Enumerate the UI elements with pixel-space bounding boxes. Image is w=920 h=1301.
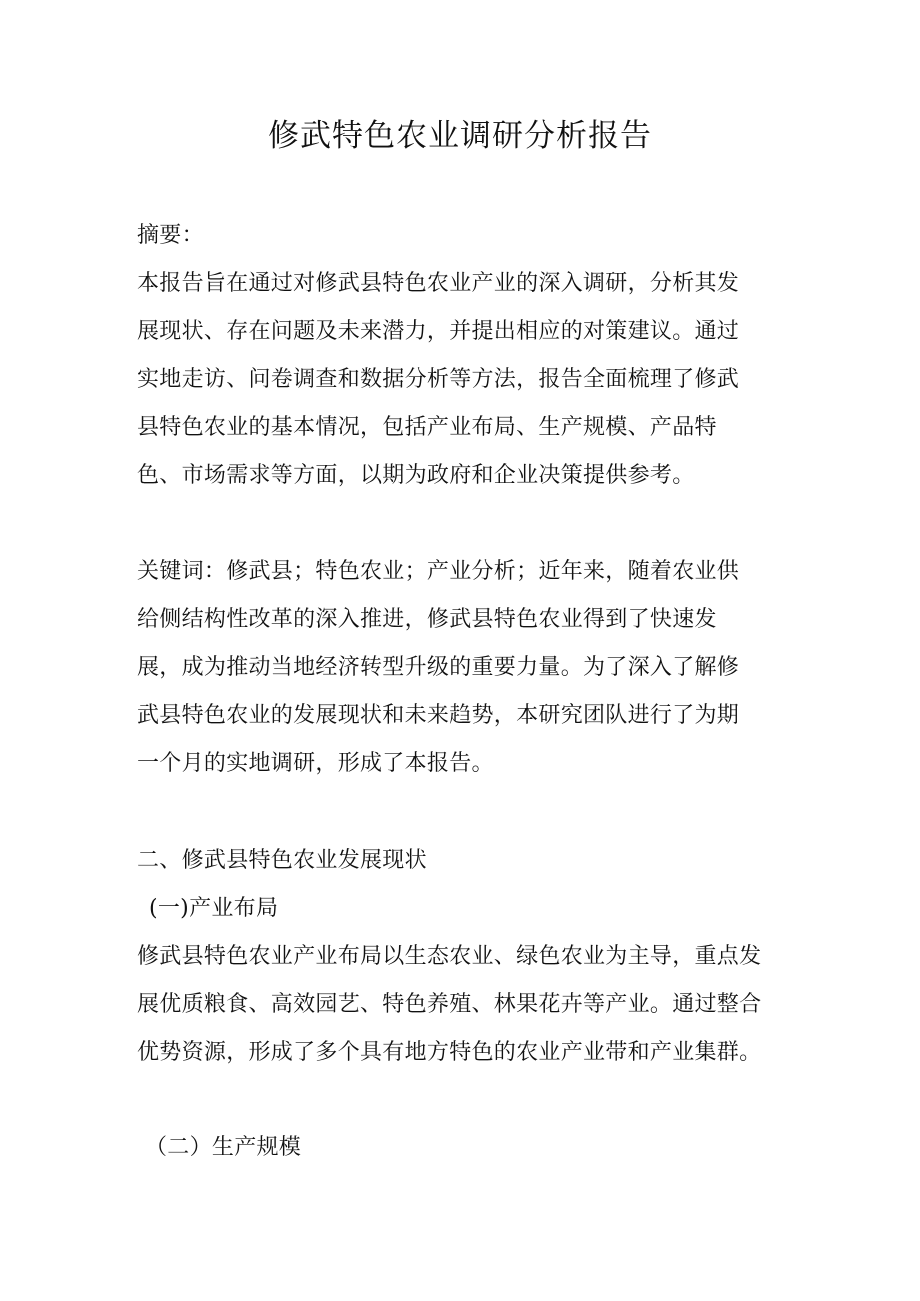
body-line: 优势资源，形成了多个具有地方特色的农业产业带和产业集群。 (137, 1040, 762, 1065)
keywords-line: 展，成为推动当地经济转型升级的重要力量。为了深入了解修 (137, 655, 740, 680)
abstract-line: 县特色农业的基本情况，包括产业布局、生产规模、产品特 (137, 415, 717, 440)
subsection-heading: (一)产业布局 (149, 896, 279, 921)
section-heading: 二、修武县特色农业发展现状 (137, 848, 427, 873)
abstract-label: 摘要： (137, 223, 204, 248)
abstract-line: 展现状、存在问题及未来潜力，并提出相应的对策建议。通过 (137, 319, 740, 344)
body-line: 展优质粮食、高效园艺、特色养殖、林果花卉等产业。通过整合 (137, 992, 762, 1017)
keywords-line: 武县特色农业的发展现状和未来趋势，本研究团队进行了为期 (137, 703, 740, 728)
keywords-line: 关键词：修武县；特色农业；产业分析；近年来，随着农业供 (137, 559, 740, 584)
document-title: 修武特色农业调研分析报告 (268, 118, 652, 154)
abstract-line: 本报告旨在通过对修武县特色农业产业的深入调研，分析其发 (137, 271, 740, 296)
subsection-heading: （二）生产规模 (145, 1135, 302, 1160)
abstract-line: 色、市场需求等方面，以期为政府和企业决策提供参考。 (137, 463, 695, 488)
keywords-line: 一个月的实地调研，形成了本报告。 (137, 751, 494, 776)
keywords-line: 给侧结构性改革的深入推进，修武县特色农业得到了快速发 (137, 607, 717, 632)
body-line: 修武县特色农业产业布局以生态农业、绿色农业为主导，重点发 (137, 944, 762, 969)
abstract-line: 实地走访、问卷调查和数据分析等方法，报告全面梳理了修武 (137, 367, 740, 392)
